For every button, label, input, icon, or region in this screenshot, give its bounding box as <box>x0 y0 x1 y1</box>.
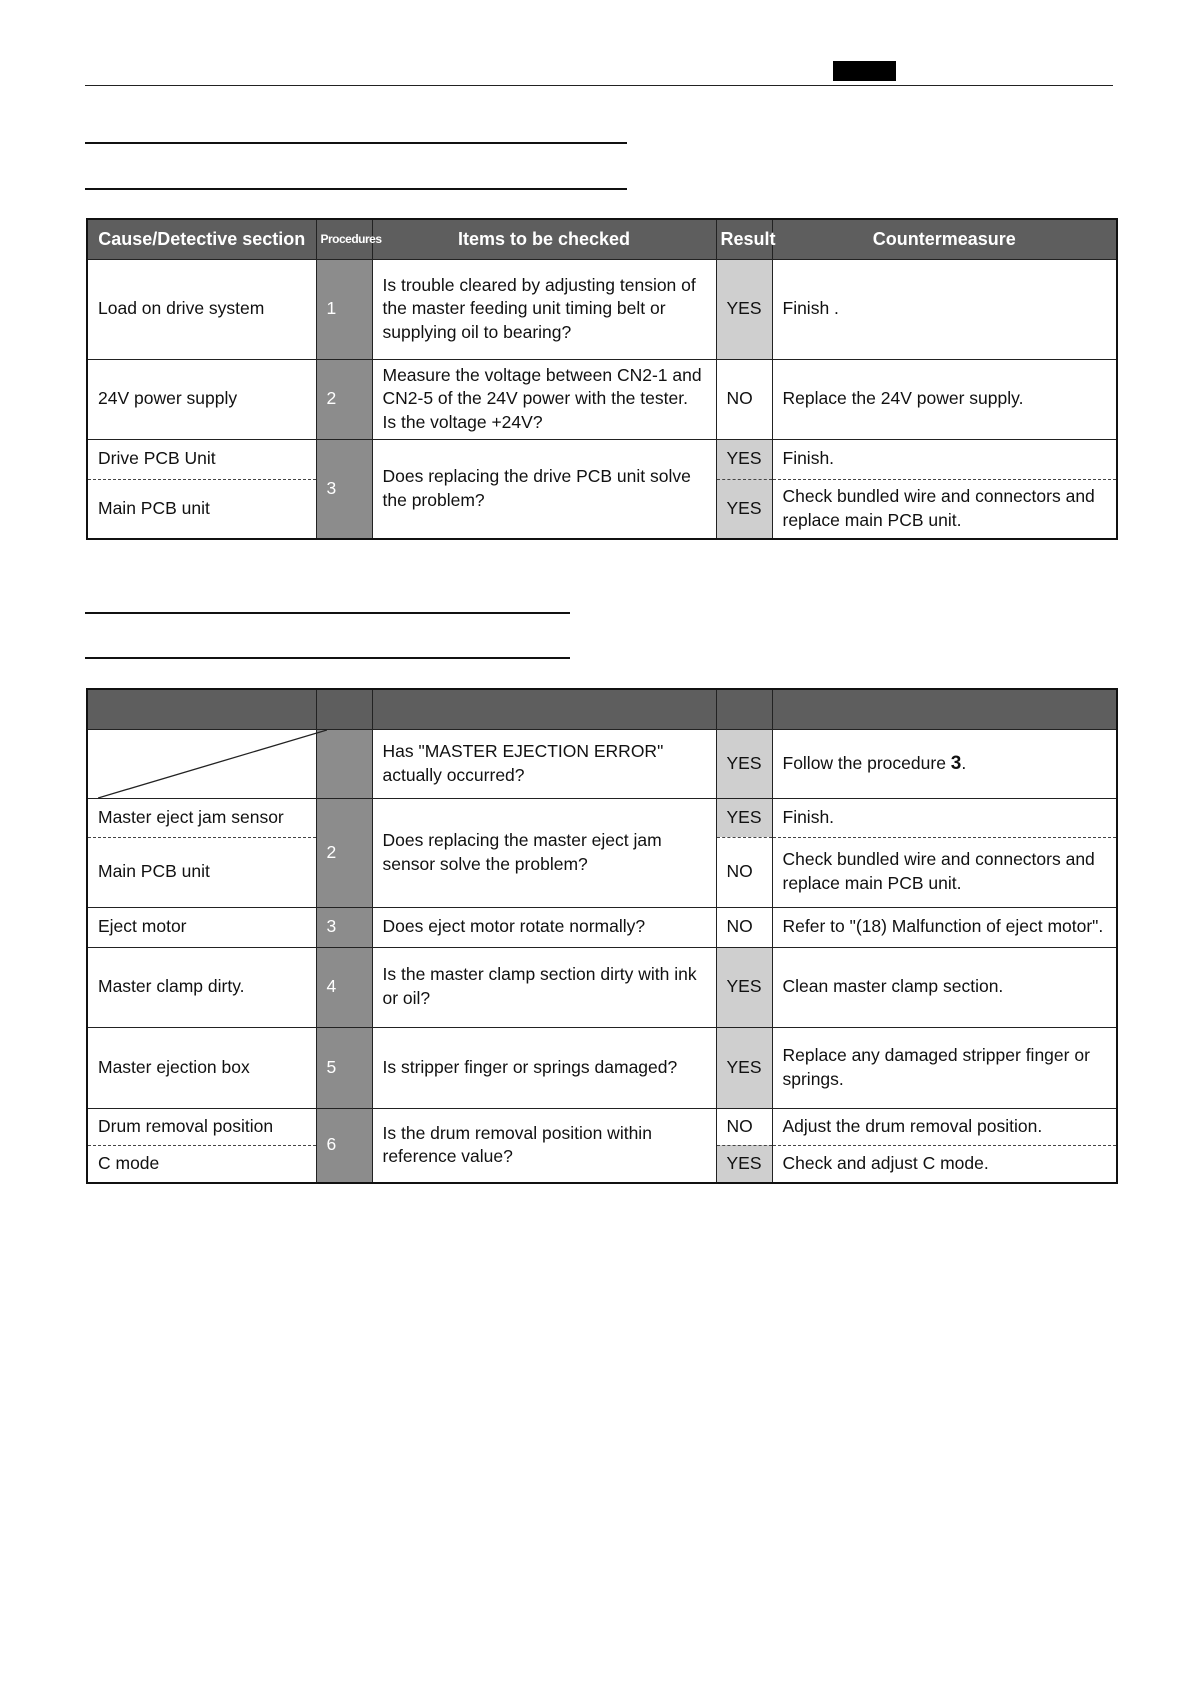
cause-cell: Master eject jam sensor <box>87 798 316 837</box>
check-item-cell: Does replacing the master eject jam sensor solve the problem? <box>372 798 716 907</box>
cause-cell: 24V power supply <box>87 359 316 439</box>
result-cell: YES <box>716 947 772 1027</box>
table-row <box>87 439 1117 479</box>
check-item-cell: Is the master clamp section dirty with ink or oil? <box>372 947 716 1027</box>
check-item-cell: Is the drum removal position within reference value? <box>372 1108 716 1183</box>
troubleshooting-table-1 <box>86 218 1118 540</box>
header-cause: Cause/Detective section <box>87 219 316 259</box>
countermeasure-cell: Check bundled wire and connectors and replace main PCB unit. <box>772 479 1117 539</box>
procedure-number: 1 <box>316 259 372 359</box>
header-cause-blank <box>87 689 316 729</box>
result-cell: NO <box>716 1108 772 1145</box>
check-item-cell: Is trouble cleared by adjusting tension of the master feeding unit timing belt or supplying oil to bearing? <box>372 259 716 359</box>
diagonal-line <box>98 730 327 798</box>
check-item-cell: Does replacing the drive PCB unit solve the problem? <box>372 439 716 539</box>
countermeasure-suffix: . <box>961 752 967 773</box>
procedure-number: 3 <box>316 907 372 947</box>
table-row <box>87 798 1117 837</box>
table-row <box>87 1108 1117 1145</box>
countermeasure-cell: Clean master clamp section. <box>772 947 1117 1027</box>
header-countermeasure-blank <box>772 689 1117 729</box>
table-row <box>87 907 1117 947</box>
header-result-blank <box>716 689 772 729</box>
table-row <box>87 729 1117 798</box>
procedure-reference: 3 <box>950 752 962 774</box>
cause-cell: Drive PCB Unit <box>87 439 316 479</box>
procedure-number: 3 <box>316 439 372 539</box>
result-cell: YES <box>716 479 772 539</box>
cause-cell: Master ejection box <box>87 1027 316 1108</box>
check-item-cell: Is stripper finger or springs damaged? <box>372 1027 716 1108</box>
header-procedures: Procedures <box>316 219 372 259</box>
diagonal-blank-cell <box>87 729 316 798</box>
troubleshooting-table-2 <box>86 688 1118 1184</box>
procedure-number: 2 <box>316 798 372 907</box>
result-cell: YES <box>716 1145 772 1183</box>
procedure-number: 4 <box>316 947 372 1027</box>
check-item-cell: Does eject motor rotate normally? <box>372 907 716 947</box>
procedure-number: 2 <box>316 359 372 439</box>
header-rule <box>85 85 1113 86</box>
result-cell: NO <box>716 907 772 947</box>
cause-cell: Main PCB unit <box>87 479 316 539</box>
header-result: Result <box>716 219 772 259</box>
section2-subtitle-rule <box>85 657 570 659</box>
header-page-tab <box>833 61 896 81</box>
countermeasure-cell: Finish. <box>772 439 1117 479</box>
result-cell: YES <box>716 1027 772 1108</box>
check-item-cell: Has "MASTER EJECTION ERROR" actually occurred? <box>372 729 716 798</box>
countermeasure-cell: Replace the 24V power supply. <box>772 359 1117 439</box>
section1-title-rule <box>85 142 627 144</box>
table-row <box>87 259 1117 359</box>
section1-subtitle-rule <box>85 188 627 190</box>
countermeasure-cell: Replace any damaged stripper finger or springs. <box>772 1027 1117 1108</box>
result-cell: YES <box>716 729 772 798</box>
table-row <box>87 947 1117 1027</box>
countermeasure-text: Follow the procedure <box>782 752 951 773</box>
result-cell: YES <box>716 439 772 479</box>
cause-cell: Eject motor <box>87 907 316 947</box>
countermeasure-cell: Refer to "(18) Malfunction of eject motor". <box>772 907 1117 947</box>
countermeasure-cell: Finish . <box>772 259 1117 359</box>
result-cell: YES <box>716 259 772 359</box>
header-countermeasure: Countermeasure <box>772 219 1117 259</box>
cause-cell: Master clamp dirty. <box>87 947 316 1027</box>
check-item-cell: Measure the voltage between CN2-1 and CN2-5 of the 24V power with the tester. Is the voltage +24V? <box>372 359 716 439</box>
cause-cell: Drum removal position <box>87 1108 316 1145</box>
header-items-blank <box>372 689 716 729</box>
table-row <box>87 1027 1117 1108</box>
section2-title-rule <box>85 612 570 614</box>
cause-cell: Load on drive system <box>87 259 316 359</box>
result-cell: NO <box>716 359 772 439</box>
countermeasure-cell: Check and adjust C mode. <box>772 1145 1117 1183</box>
cause-cell: Main PCB unit <box>87 837 316 907</box>
procedure-number: 5 <box>316 1027 372 1108</box>
cause-cell: C mode <box>87 1145 316 1183</box>
countermeasure-cell: Finish. <box>772 798 1117 837</box>
procedure-number: 6 <box>316 1108 372 1183</box>
header-procedures-blank <box>316 689 372 729</box>
result-cell: YES <box>716 798 772 837</box>
countermeasure-cell <box>772 729 1117 798</box>
countermeasure-cell: Adjust the drum removal position. <box>772 1108 1117 1145</box>
countermeasure-cell: Check bundled wire and connectors and replace main PCB unit. <box>772 837 1117 907</box>
table-row <box>87 359 1117 439</box>
result-cell: NO <box>716 837 772 907</box>
header-items: Items to be checked <box>372 219 716 259</box>
